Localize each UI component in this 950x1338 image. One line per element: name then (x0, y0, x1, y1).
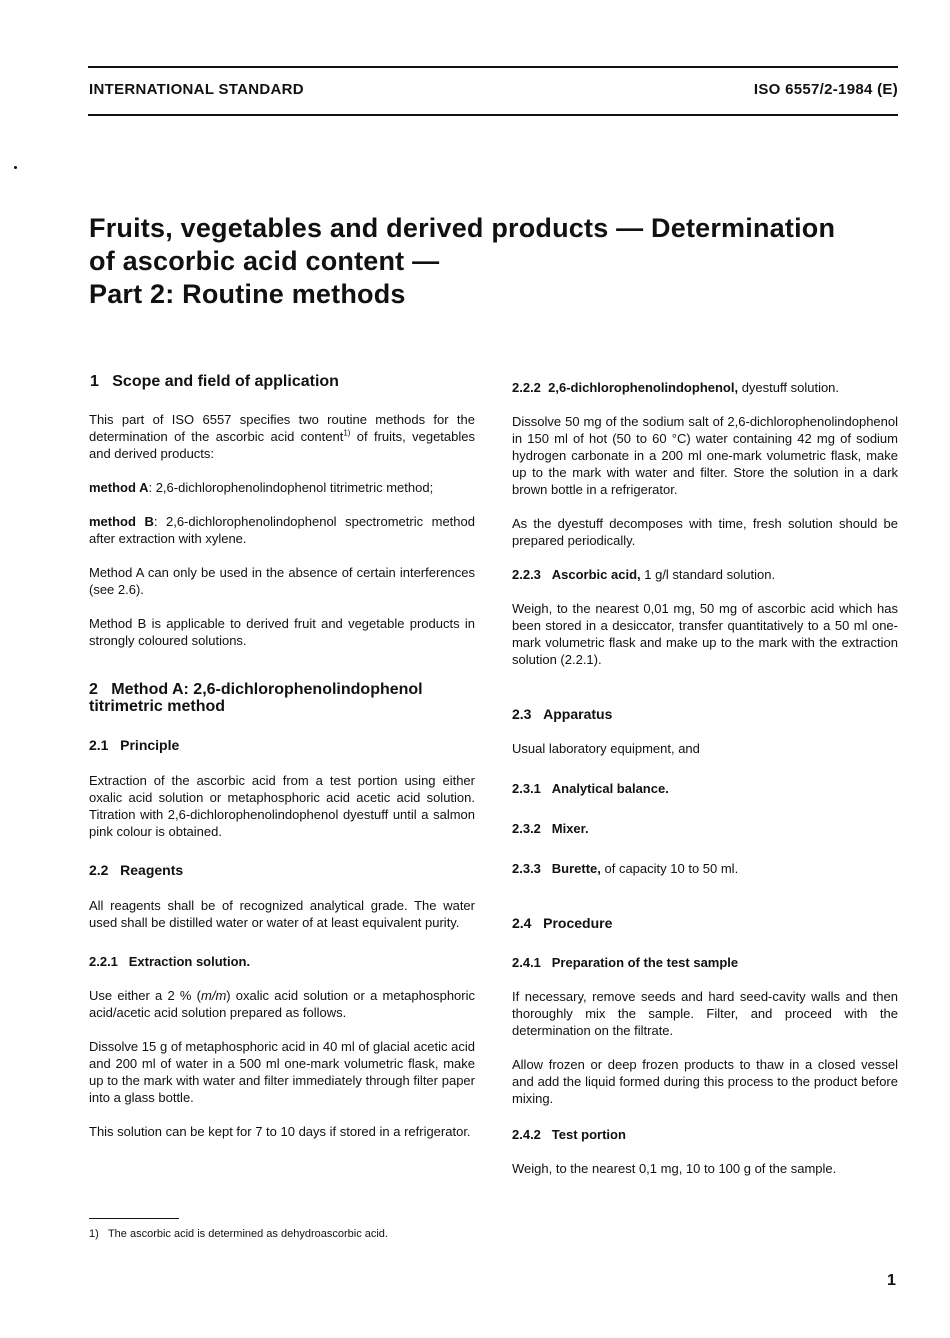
title-line-3: Part 2: Routine methods (89, 279, 406, 309)
footnote-ref: 1) (343, 428, 351, 438)
dyestuff-preparation-paragraph: Dissolve 50 mg of the sodium salt of 2,6-dichlorophenolindophenol in 150 ml of hot (50 to 60 °C) water containing 42 mg of sodium hydrogen carbonate in a 200 ml one-mark volumetric flask, make up to the mark with water and filter. Store the solution in a dark brown bottle in a refrigerator. (512, 414, 898, 497)
dyestuff-freshness-paragraph: As the dyestuff decomposes with time, fresh solution should be prepared periodically. (512, 516, 898, 548)
footnote-text: The ascorbic acid is determined as dehydroascorbic acid. (107, 1228, 388, 1240)
section-2-2-1-heading: 2.2.1 Extraction solution. (89, 954, 251, 969)
section-2-4-heading: 2.4 Procedure (512, 915, 613, 931)
section-2-3-heading: 2.3 Apparatus (512, 706, 613, 722)
document-title (89, 212, 899, 311)
section-1-heading (90, 372, 475, 391)
section-2-3-3-heading: 2.3.3 Burette, of capacity 10 to 50 ml. (512, 861, 739, 876)
header-standard-type: INTERNATIONAL STANDARD (89, 81, 304, 98)
right-column (512, 379, 898, 1177)
footnote (89, 1228, 388, 1240)
section-2-4-2-heading: 2.4.2 Test portion (512, 1127, 626, 1142)
method-a-item: method A: 2,6-dichlorophenolindophenol titrimetric method; (89, 480, 434, 495)
title-line-2: of ascorbic acid content — (89, 246, 440, 276)
test-sample-paragraph: If necessary, remove seeds and hard seed-cavity walls and then thoroughly mix the sample. Filter, and proceed with the determination on the filtrate. (512, 989, 898, 1038)
section-2-2-2-heading: 2.2.2 2,6-dichlorophenolindophenol, dyestuff solution. (512, 380, 840, 395)
reagents-paragraph: All reagents shall be of recognized analytical grade. The water used shall be distilled water or water of at least equivalent purity. (89, 898, 475, 930)
principle-paragraph: Extraction of the ascorbic acid from a test portion using either oxalic acid solution or metaphosphoric acid acetic acid solution. Titration with 2,6-dichlorophenolindophenol dyestuff until a salmon pink colour is obtained. (89, 773, 475, 839)
left-column (89, 372, 475, 1140)
method-b-applicability: Method B is applicable to derived fruit and vegetable products in strongly coloured solutions. (89, 616, 475, 648)
title-line-1: Fruits, vegetables and derived products — Determination (89, 213, 836, 243)
section-2-1-heading: 2.1 Principle (89, 737, 180, 753)
section-2-2-heading: 2.2 Reagents (89, 862, 184, 878)
section-2-heading: 2 Method A: 2,6-dichlorophenolindophenol titrimetric method (89, 681, 423, 715)
section-number: 1 (90, 373, 99, 390)
method-a-limitation: Method A can only be used in the absence of certain interferences (see 2.6). (89, 565, 475, 597)
section-2-2-3-heading: 2.2.3 Ascorbic acid, 1 g/l standard solution. (512, 567, 776, 582)
footnote-mark: 1) (89, 1228, 99, 1240)
apparatus-intro: Usual laboratory equipment, and (512, 741, 700, 756)
section-2-3-1-heading: 2.3.1 Analytical balance. (512, 781, 669, 796)
section-2-3-2-heading: 2.3.2 Mixer. (512, 821, 589, 836)
scope-paragraph: This part of ISO 6557 specifies two routine methods for the determination of the ascorbic acid content$^{1)}$ of fruits, vegetables and derived products: (89, 412, 476, 461)
section-2-4-1-heading: 2.4.1 Preparation of the test sample (512, 955, 739, 970)
section-title: Scope and field of application (112, 373, 339, 390)
header-standard-number: ISO 6557/2-1984 (E) (753, 81, 898, 98)
method-b-label: method B (89, 514, 154, 529)
test-portion-paragraph: Weigh, to the nearest 0,1 mg, 10 to 100 g of the sample. (512, 1161, 837, 1176)
metaphosphoric-preparation-paragraph: Dissolve 15 g of metaphosphoric acid in 40 ml of glacial acetic acid and 200 ml of water in a 500 ml one-mark volumetric flask, make up to the mark with water and filter immediately through filter paper into a glass bottle. (89, 1039, 475, 1105)
storage-paragraph: This solution can be kept for 7 to 10 days if stored in a refrigerator. (89, 1124, 471, 1139)
method-b-item: method B: 2,6-dichlorophenolindophenol spectrometric method after extraction with xylene. (89, 514, 475, 546)
method-a-label: method A (89, 480, 149, 495)
margin-dot (14, 166, 17, 169)
footnote-rule (89, 1218, 179, 1219)
page-number: 1 (887, 1272, 896, 1289)
frozen-products-paragraph: Allow frozen or deep frozen products to thaw in a closed vessel and add the liquid formed during this process to the product before mixing. (512, 1057, 898, 1106)
extraction-solution-paragraph: Use either a 2 % (m/m) oxalic acid solution or a metaphosphoric acid/acetic acid solution prepared as follows. (89, 988, 475, 1020)
section-number: 2 (89, 681, 98, 698)
header-top-rule (88, 66, 898, 68)
ascorbic-standard-paragraph: Weigh, to the nearest 0,01 mg, 50 mg of ascorbic acid which has been stored in a desiccator, transfer quantitatively to a 50 ml one-mark volumetric flask and make up to the mark with the extraction solution (2.2.1). (512, 601, 898, 667)
header-bottom-rule (88, 114, 898, 116)
